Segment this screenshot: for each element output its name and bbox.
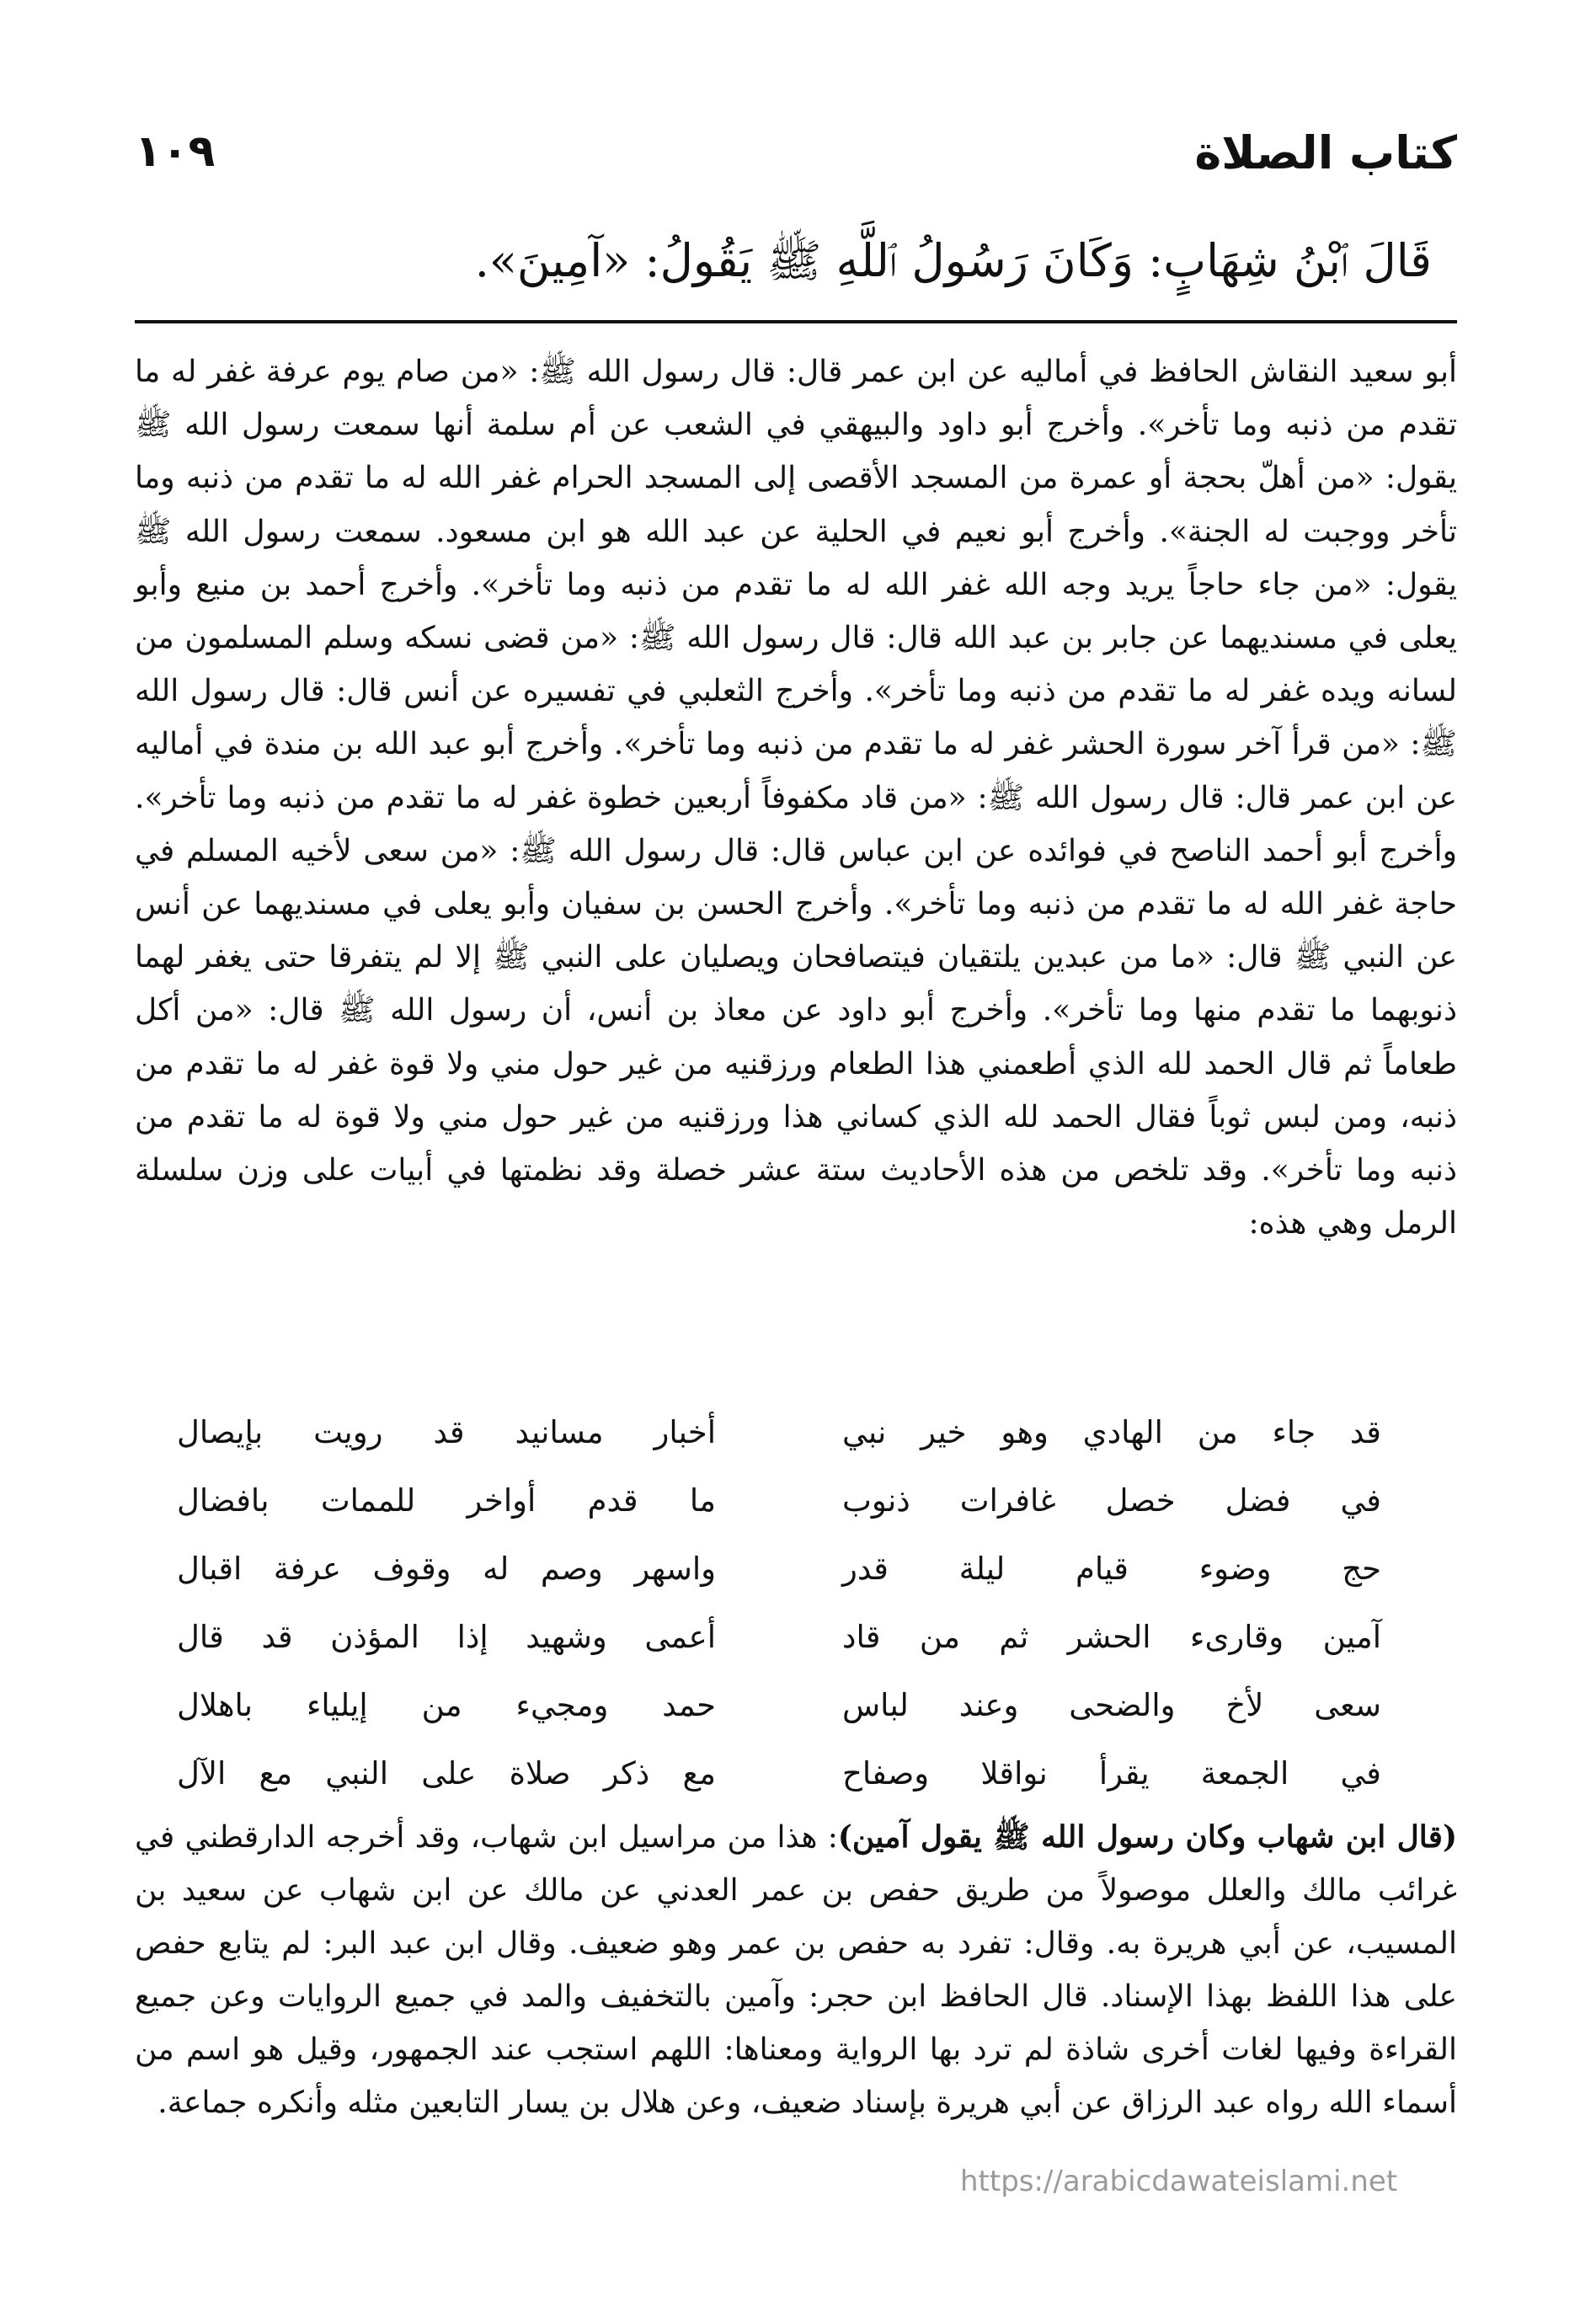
poem-second-hemistich: حمد ومجيء من إيلياء باهلال	[177, 1687, 716, 1723]
poem-verse	[177, 1603, 1381, 1671]
separator-rule	[135, 320, 1457, 323]
poem-second-hemistich: أخبار مسانيد قد رويت بإيصال	[177, 1414, 716, 1450]
poem-first-hemistich: آمين وقارىء الحشر ثم من قاد	[842, 1619, 1381, 1655]
sharh-text: : هذا من مراسيل ابن شهاب، وقد أخرجه الدارقطني في غرائب مالك والعلل موصولاً من طريق حفص بن عمر العدني عن مالك عن ابن شهاب عن سعيد بن المسيب، عن أبي هريرة به. وقال: تفرد به حفص بن عمر وهو ضعيف. وقال ابن عبد البر: لم يتابع حفص على هذا اللفظ بهذا الإسناد. قال الحافظ ابن حجر: وآمين بالتخفيف والمد في جميع الروايات وعن جميع القراءة وفيها لغات أخرى شاذة لم ترد بها الرواية ومعناها: اللهم استجب عند الجمهور، وقيل هو اسم من أسماء الله رواه عبد الرزاق عن أبي هريرة بإسناد ضعيف، وعن هلال بن يسار التابعين مثله وأنكره جماعة.	[135, 1820, 1457, 2120]
poem-first-hemistich: قد جاء من الهادي وهو خير نبي	[842, 1414, 1381, 1450]
poem-verse	[177, 1398, 1381, 1466]
poem-first-hemistich: سعى لأخ والضحى وعند لباس	[842, 1687, 1381, 1723]
commentary-paragraph: أبو سعيد النقاش الحافظ في أماليه عن ابن عمر قال: قال رسول الله ﷺ: «من صام يوم عرفة غفر له ما تقدم من ذنبه وما تأخر». وأخرج أبو داود والبيهقي في الشعب عن أم سلمة أنها سمعت رسول الله ﷺ يقول: «من أهلّ بحجة أو عمرة من المسجد الأقصى إلى المسجد الحرام غفر الله له ما تقدم من ذنبه وما تأخر ووجبت له الجنة». وأخرج أبو نعيم في الحلية عن عبد الله هو ابن مسعود. سمعت رسول الله ﷺ يقول: «من جاء حاجاً يريد وجه الله غفر الله له ما تقدم من ذنبه وما تأخر». وأخرج أحمد بن منيع وأبو يعلى في مسنديهما عن جابر بن عبد الله قال: قال رسول الله ﷺ: «من قضى نسكه وسلم المسلمون من لسانه ويده غفر له ما تقدم من ذنبه وما تأخر». وأخرج الثعلبي في تفسيره عن أنس قال: قال رسول الله ﷺ: «من قرأ آخر سورة الحشر غفر له ما تقدم من ذنبه وما تأخر». وأخرج أبو عبد الله بن مندة في أماليه عن ابن عمر قال: قال رسول الله ﷺ: «من قاد مكفوفاً أربعين خطوة غفر له ما تقدم من ذنبه وما تأخر». وأخرج أبو أحمد الناصح في فوائده عن ابن عباس قال: قال رسول الله ﷺ: «من سعى لأخيه المسلم في حاجة غفر الله له ما تقدم من ذنبه وما تأخر». وأخرج الحسن بن سفيان وأبو يعلى في مسنديهما عن أنس عن النبي ﷺ قال: «ما من عبدين يلتقيان فيتصافحان ويصليان على النبي ﷺ إلا لم يتفرقا حتى يغفر لهما ذنوبهما ما تقدم منها وما تأخر». وأخرج أبو داود عن معاذ بن أنس، أن رسول الله ﷺ قال: «من أكل طعاماً ثم قال الحمد لله الذي أطعمني هذا الطعام ورزقنيه من غير حول مني ولا قوة غفر له ما تقدم من ذنبه، ومن لبس ثوباً فقال الحمد لله الذي كساني هذا ورزقنيه من غير حول مني ولا قوة له ما تقدم من ذنبه وما تأخر». وقد تلخص من هذه الأحاديث ستة عشر خصلة وقد نظمتها في أبيات على وزن سلسلة الرمل وهي هذه:	[135, 355, 1458, 1242]
matn-text: قَالَ ٱبْنُ شِهَابٍ: وَكَانَ رَسُولُ ٱللَّهِ ﷺ يَقُولُ: «آمِينَ».	[474, 234, 1432, 287]
poem-first-hemistich: في الجمعة يقرأ نواقلا وصفاح	[842, 1755, 1381, 1792]
book-title: كتاب الصلاة	[1194, 126, 1457, 179]
sharh-lemma: (قال ابن شهاب وكان رسول الله ﷺ يقول آمين)	[837, 1819, 1457, 1855]
poem-verse	[177, 1739, 1381, 1808]
running-head	[135, 126, 1457, 194]
poem-verse	[177, 1671, 1381, 1739]
poem-verse	[177, 1535, 1381, 1603]
poem	[177, 1398, 1381, 1808]
poem-second-hemistich: واسهر وصم له وقوف عرفة اقبال	[177, 1551, 716, 1587]
poem-first-hemistich: حج وضوء قيام ليلة قدر	[842, 1551, 1381, 1587]
poem-second-hemistich: مع ذكر صلاة على النبي مع الآل	[177, 1755, 716, 1792]
watermark-url: https://arabicdawateislami.net	[960, 2165, 1398, 2198]
sharh-paragraph	[135, 1811, 1457, 2129]
poem-first-hemistich: في فضل خصل غافرات ذنوب	[842, 1482, 1381, 1519]
poem-verse	[177, 1466, 1381, 1535]
poem-second-hemistich: ما قدم أواخر للممات بافضال	[177, 1482, 716, 1519]
page-number: ١٠٩	[135, 126, 216, 177]
poem-second-hemistich: أعمى وشهيد إذا المؤذن قد قال	[177, 1619, 716, 1655]
